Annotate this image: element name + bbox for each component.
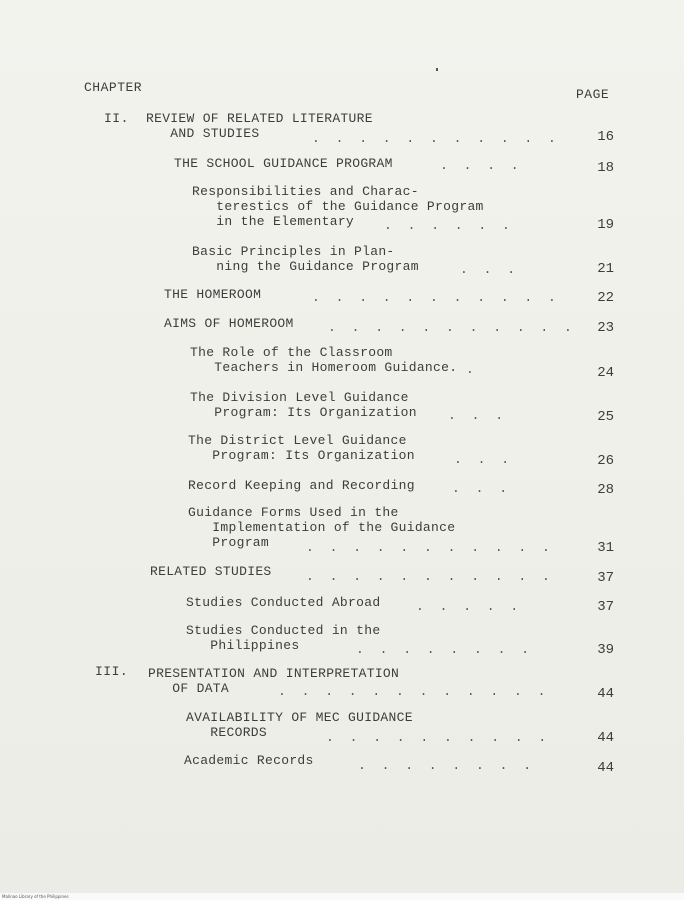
toc-page-number: 19 <box>597 217 614 233</box>
leader-dots: . . . . . . . . <box>358 758 536 773</box>
toc-page-number: 37 <box>597 570 614 586</box>
toc-entry-title: The Division Level Guidance Program: Its Organization <box>190 390 417 420</box>
toc-page-number: 16 <box>597 129 614 145</box>
ink-speck <box>436 68 438 71</box>
chapter-numeral: II. <box>104 111 129 126</box>
toc-entry-title: THE SCHOOL GUIDANCE PROGRAM <box>174 156 393 171</box>
toc-entry-title: Record Keeping and Recording <box>188 478 415 493</box>
leader-dots: . . . . . . . . . . . <box>312 290 560 305</box>
toc-page-number: 44 <box>597 730 614 746</box>
scan-footer: Malinao Library of the Philippines <box>0 893 684 900</box>
toc-entry-title: AVAILABILITY OF MEC GUIDANCE RECORDS <box>186 710 413 740</box>
leader-dots: . . . . . . . . <box>356 642 534 657</box>
page-header: PAGE <box>576 87 610 102</box>
toc-page-number: 44 <box>597 760 614 776</box>
leader-dots: . . . . . . . . . . . <box>312 131 560 146</box>
toc-page-number: 24 <box>597 365 614 381</box>
leader-dots: . . . <box>460 262 520 277</box>
toc-entry-title: Guidance Forms Used in the Implementation of the Guidance Program <box>188 505 456 550</box>
toc-entry-title: RELATED STUDIES <box>150 564 272 579</box>
toc-page-number: 22 <box>597 290 614 306</box>
toc-page-number: 23 <box>597 320 614 336</box>
toc-entry-title: The Role of the Classroom Teachers in Homeroom Guidance. <box>190 345 458 375</box>
leader-dots: . . . <box>454 452 514 467</box>
toc-page-number: 28 <box>597 482 614 498</box>
leader-dots: . . . . . . . . . . <box>326 730 551 745</box>
toc-entry-title: Basic Principles in Plan- ning the Guidance Program <box>192 244 419 274</box>
chapter-numeral: III. <box>95 664 129 679</box>
toc-entry-title: PRESENTATION AND INTERPRETATION OF DATA <box>148 666 400 696</box>
leader-dots: . . . . . . . . . . . . <box>278 684 550 699</box>
toc-entry-title: The District Level Guidance Program: Its Organization <box>188 433 415 463</box>
leader-dots: . . . . . . . . . . . <box>306 569 554 584</box>
leader-dots: . <box>466 362 478 377</box>
toc-entry-title: Academic Records <box>184 753 314 768</box>
toc-page-number: 44 <box>597 686 614 702</box>
leader-dots: . . . . . . . . . . . <box>328 320 576 335</box>
toc-page-number: 39 <box>597 642 614 658</box>
toc-entry-title: Studies Conducted in the Philippines <box>186 623 381 653</box>
leader-dots: . . . <box>448 408 508 423</box>
toc-entry-title: Responsibilities and Charac- terestics of the Guidance Program in the Elementary <box>192 184 484 229</box>
chapter-header: CHAPTER <box>84 80 143 95</box>
toc-entry-title: THE HOMEROOM <box>164 287 262 302</box>
toc-page-number: 31 <box>597 540 614 556</box>
toc-entry-title: Studies Conducted Abroad <box>186 595 381 610</box>
toc-page-number: 26 <box>597 453 614 469</box>
toc-page-number: 37 <box>597 599 614 615</box>
toc-page-number: 25 <box>597 409 614 425</box>
leader-dots: . . . . . . <box>384 218 514 233</box>
leader-dots: . . . <box>452 481 512 496</box>
leader-dots: . . . . . <box>416 599 523 614</box>
toc-page-number: 21 <box>597 261 614 277</box>
leader-dots: . . . . . . . . . . . <box>306 540 554 555</box>
toc-page-number: 18 <box>597 160 614 176</box>
toc-entry-title: REVIEW OF RELATED LITERATURE AND STUDIES <box>146 111 373 141</box>
toc-entry-title: AIMS OF HOMEROOM <box>164 316 294 331</box>
leader-dots: . . . . <box>440 158 523 173</box>
